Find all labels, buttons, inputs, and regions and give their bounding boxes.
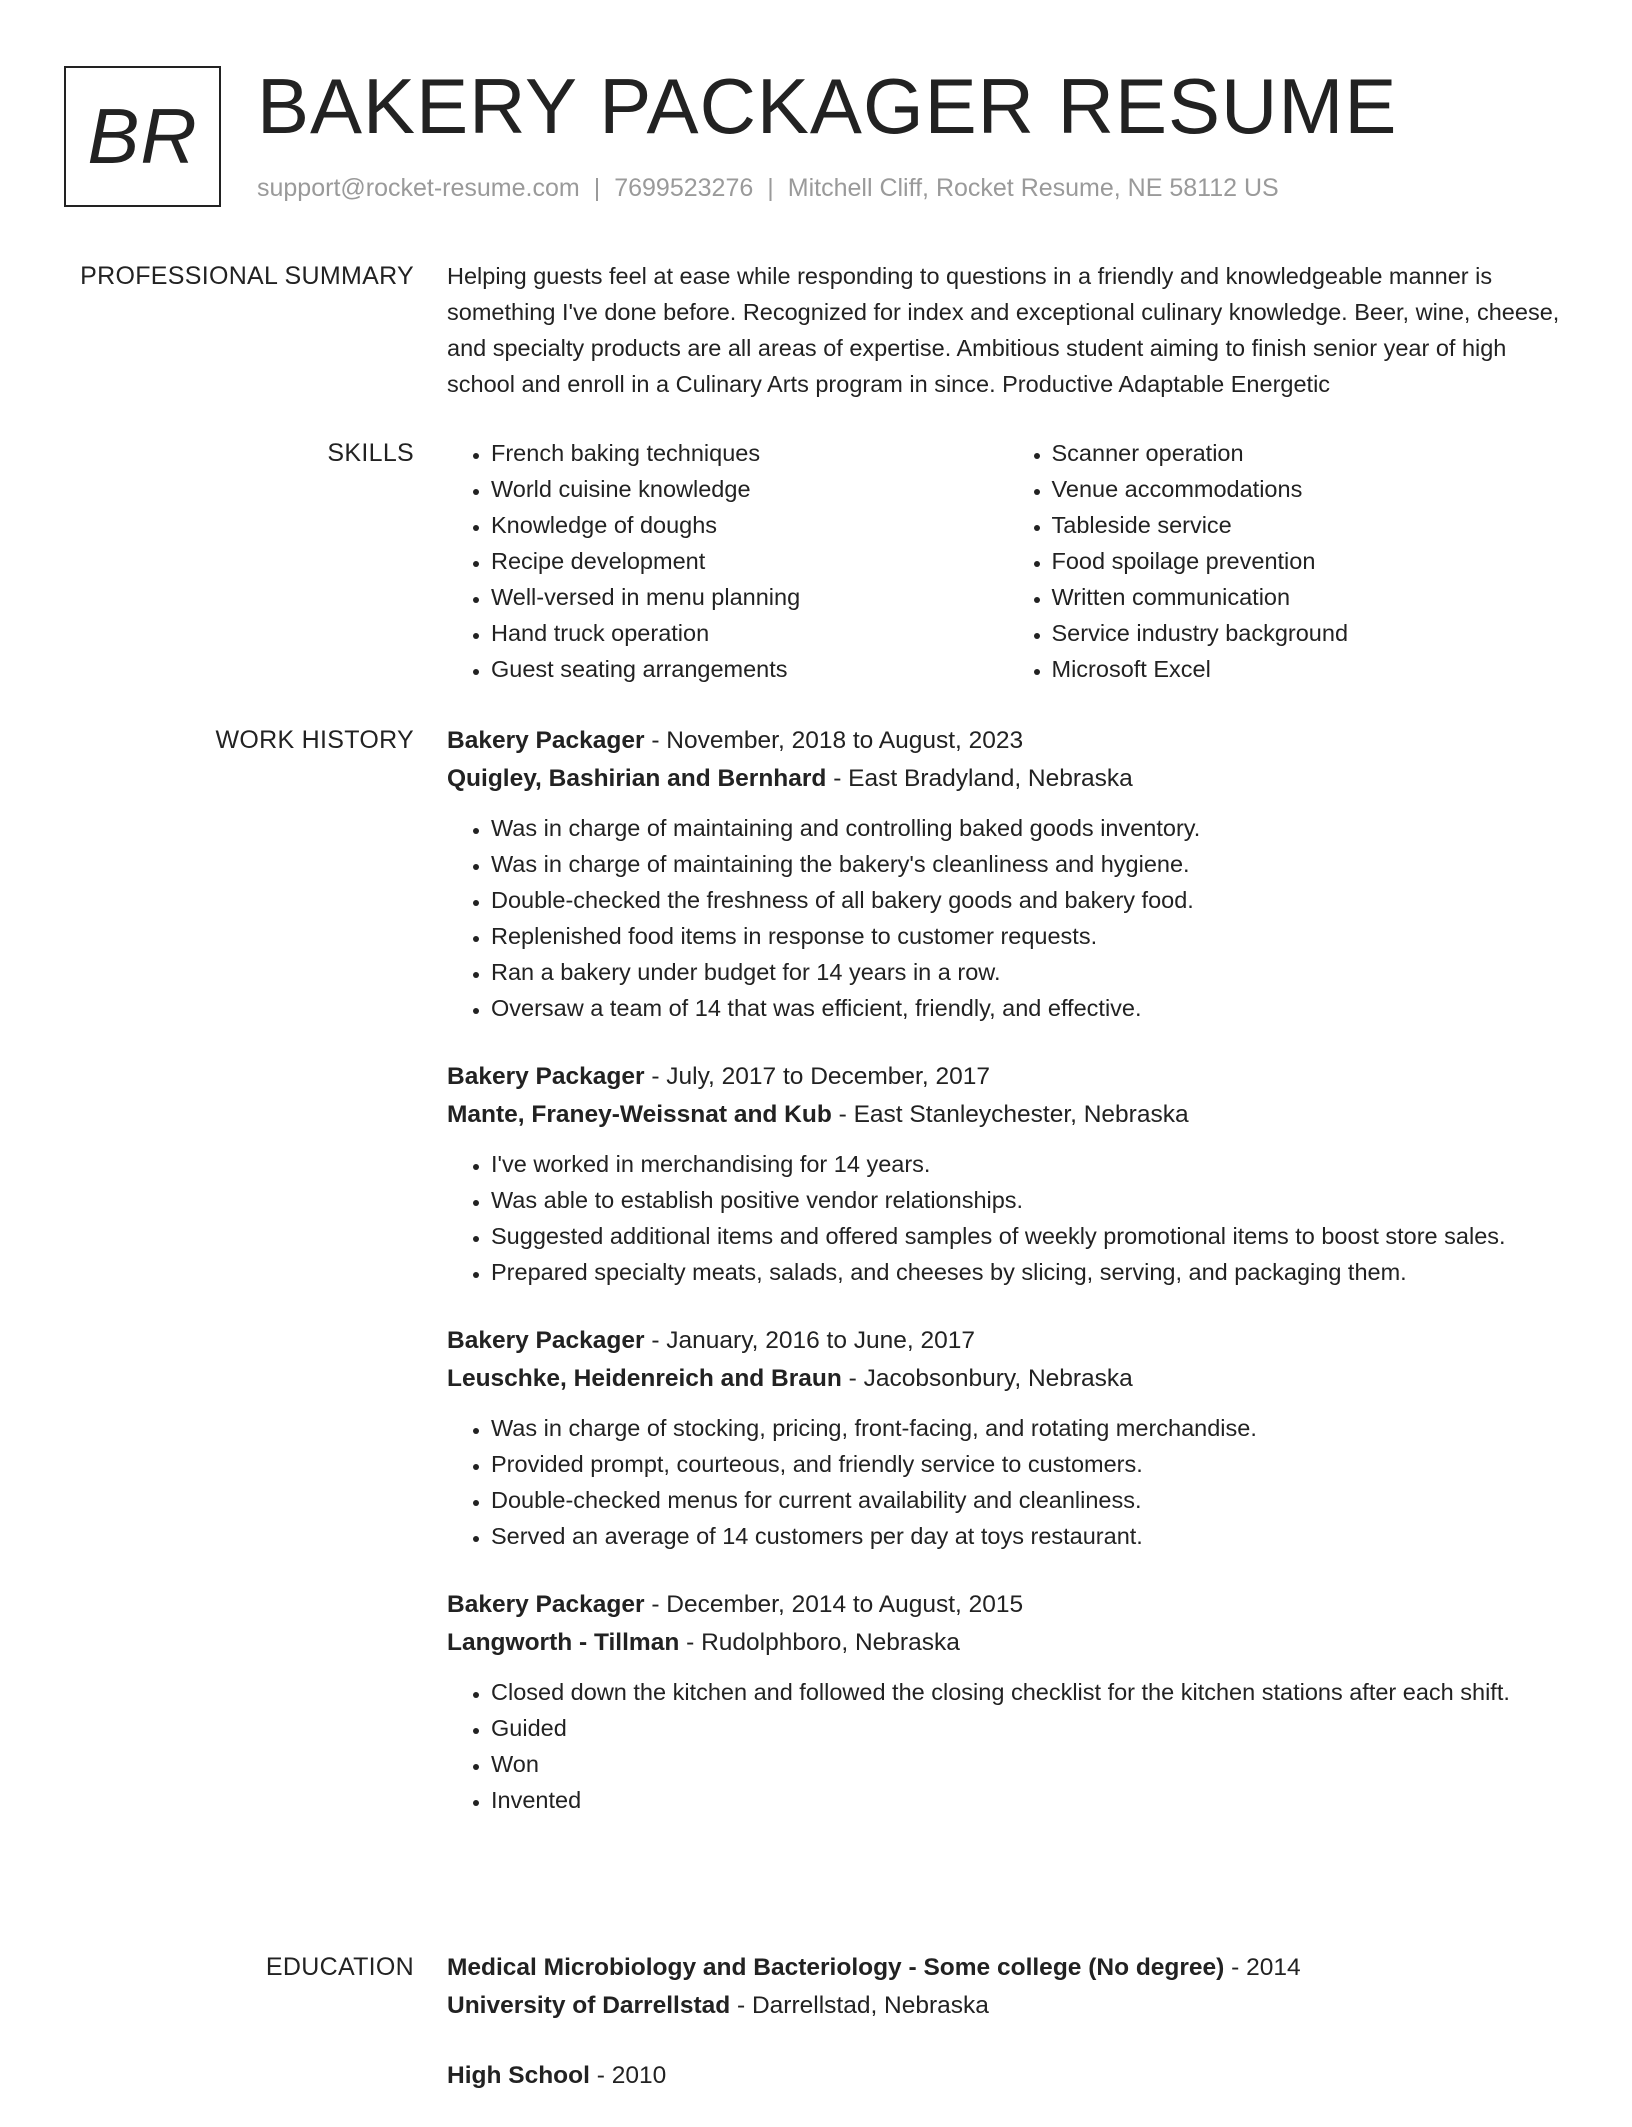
job-title-line: [447, 1586, 1568, 1624]
education-year: - 2010: [589, 2062, 667, 2089]
education-body: [447, 1949, 1568, 2127]
job-location: - East Stanleychester, Nebraska: [831, 1101, 1189, 1128]
education-degree-line: [447, 2057, 1568, 2095]
job-bullet: • Provided prompt, courteous, and friendly service to customers.: [491, 1446, 1568, 1482]
job-bullet: • Suggested additional items and offered samples of weekly promotional items to boost store sales.: [491, 1218, 1568, 1254]
job-title: Bakery Packager: [447, 1327, 645, 1354]
job-dates: - December, 2014 to August, 2015: [644, 1591, 1024, 1618]
contact-separator: |: [593, 174, 601, 202]
job-bullet: • I've worked in merchandising for 14 years.: [491, 1146, 1568, 1182]
education-degree: High School: [447, 2062, 590, 2089]
skills-list-left: [447, 435, 1008, 687]
job-location: - Jacobsonbury, Nebraska: [841, 1365, 1133, 1392]
job-title: Bakery Packager: [447, 1063, 645, 1090]
education-school: University of Darrellstad: [447, 1992, 731, 2019]
work-body: [447, 722, 1568, 1850]
job-dates: - July, 2017 to December, 2017: [644, 1063, 990, 1090]
skill-item: • Written communication: [1052, 579, 1569, 615]
job-company: Quigley, Bashirian and Bernhard: [447, 765, 827, 792]
education-degree: Medical Microbiology and Bacteriology - Some college (No degree): [447, 1954, 1225, 1981]
skill-item: • Well-versed in menu planning: [491, 579, 1008, 615]
job-bullets: [447, 1410, 1568, 1554]
job-bullet: • Was able to establish positive vendor relationships.: [491, 1182, 1568, 1218]
skills-body: [447, 435, 1568, 687]
job-bullet: • Ran a bakery under budget for 14 years in a row.: [491, 954, 1568, 990]
job-dates: - January, 2016 to June, 2017: [644, 1327, 976, 1354]
job-bullet: • Was in charge of maintaining the bakery's cleanliness and hygiene.: [491, 846, 1568, 882]
section-label-education: EDUCATION: [265, 1953, 414, 1981]
education-location: - Darrellstad, Nebraska: [730, 1992, 989, 2019]
job-entry: [447, 1058, 1568, 1290]
job-title: Bakery Packager: [447, 1591, 645, 1618]
summary-body: [447, 258, 1568, 402]
contact-line: [257, 174, 1279, 203]
skill-item: • World cuisine knowledge: [491, 471, 1008, 507]
skill-item: • Scanner operation: [1052, 435, 1569, 471]
section-label-skills: SKILLS: [327, 439, 414, 467]
job-company-line: [447, 1624, 1568, 1662]
resume-title: BAKERY PACKAGER RESUME: [257, 62, 1398, 150]
job-company-line: [447, 1096, 1568, 1134]
education-entry: [447, 2057, 1568, 2095]
job-company-line: [447, 1360, 1568, 1398]
job-company: Leuschke, Heidenreich and Braun: [447, 1365, 842, 1392]
job-location: - Rudolphboro, Nebraska: [679, 1629, 960, 1656]
job-bullet: • Prepared specialty meats, salads, and cheeses by slicing, serving, and packaging them.: [491, 1254, 1568, 1290]
job-bullet: • Guided: [491, 1710, 1568, 1746]
job-bullets: [447, 1146, 1568, 1290]
job-bullet: • Double-checked menus for current availability and cleanliness.: [491, 1482, 1568, 1518]
job-bullet: • Replenished food items in response to customer requests.: [491, 918, 1568, 954]
job-entry: [447, 1586, 1568, 1818]
monogram-badge: BR: [64, 66, 221, 207]
job-bullets: [447, 810, 1568, 1026]
skill-item: • Guest seating arrangements: [491, 651, 1008, 687]
job-company: Langworth - Tillman: [447, 1629, 680, 1656]
job-bullet: • Closed down the kitchen and followed the closing checklist for the kitchen stations after each shift.: [491, 1674, 1568, 1710]
job-bullet: • Double-checked the freshness of all bakery goods and bakery food.: [491, 882, 1568, 918]
skills-list-right: [1008, 435, 1569, 687]
contact-phone: 7699523276: [614, 174, 754, 202]
job-title-line: [447, 1322, 1568, 1360]
skill-item: • Tableside service: [1052, 507, 1569, 543]
resume-header: [64, 62, 1568, 211]
job-bullet: • Invented: [491, 1782, 1568, 1818]
job-company-line: [447, 760, 1568, 798]
education-school-line: [447, 1987, 1568, 2025]
job-company: Mante, Franey-Weissnat and Kub: [447, 1101, 832, 1128]
skill-item: • Service industry background: [1052, 615, 1569, 651]
job-entry: [447, 1322, 1568, 1554]
section-label-summary: PROFESSIONAL SUMMARY: [80, 262, 414, 290]
skill-item: • French baking techniques: [491, 435, 1008, 471]
job-bullet: • Was in charge of maintaining and controlling baked goods inventory.: [491, 810, 1568, 846]
job-title-line: [447, 1058, 1568, 1096]
education-degree-line: [447, 1949, 1568, 1987]
job-entry: [447, 722, 1568, 1026]
skill-item: • Knowledge of doughs: [491, 507, 1008, 543]
job-title: Bakery Packager: [447, 727, 645, 754]
job-title-line: [447, 722, 1568, 760]
skill-item: • Hand truck operation: [491, 615, 1008, 651]
summary-text: Helping guests feel at ease while responding to questions in a friendly and knowledgeable manner is something I've done before. Recognized for index and exceptional culinary knowledge. Beer, wine, cheese, and specialty products are all areas of expertise. Ambitious student aiming to finish senior year of high school and enroll in a Culinary Arts program in since. Productive Adaptable Energetic: [447, 263, 1560, 397]
job-dates: - November, 2018 to August, 2023: [644, 727, 1024, 754]
job-bullet: • Was in charge of stocking, pricing, front-facing, and rotating merchandise.: [491, 1410, 1568, 1446]
education-year: - 2014: [1224, 1954, 1301, 1981]
skill-item: • Food spoilage prevention: [1052, 543, 1569, 579]
contact-address: Mitchell Cliff, Rocket Resume, NE 58112 US: [787, 174, 1279, 202]
contact-email: support@rocket-resume.com: [257, 174, 580, 202]
section-label-work: WORK HISTORY: [215, 726, 414, 754]
skill-item: • Microsoft Excel: [1052, 651, 1569, 687]
job-bullet: • Oversaw a team of 14 that was efficient, friendly, and effective.: [491, 990, 1568, 1026]
skill-item: • Venue accommodations: [1052, 471, 1569, 507]
contact-separator: |: [767, 174, 774, 202]
job-bullet: • Served an average of 14 customers per day at toys restaurant.: [491, 1518, 1568, 1554]
skill-item: • Recipe development: [491, 543, 1008, 579]
job-location: - East Bradyland, Nebraska: [826, 765, 1133, 792]
job-bullet: • Won: [491, 1746, 1568, 1782]
education-entry: [447, 1949, 1568, 2025]
job-bullets: [447, 1674, 1568, 1818]
